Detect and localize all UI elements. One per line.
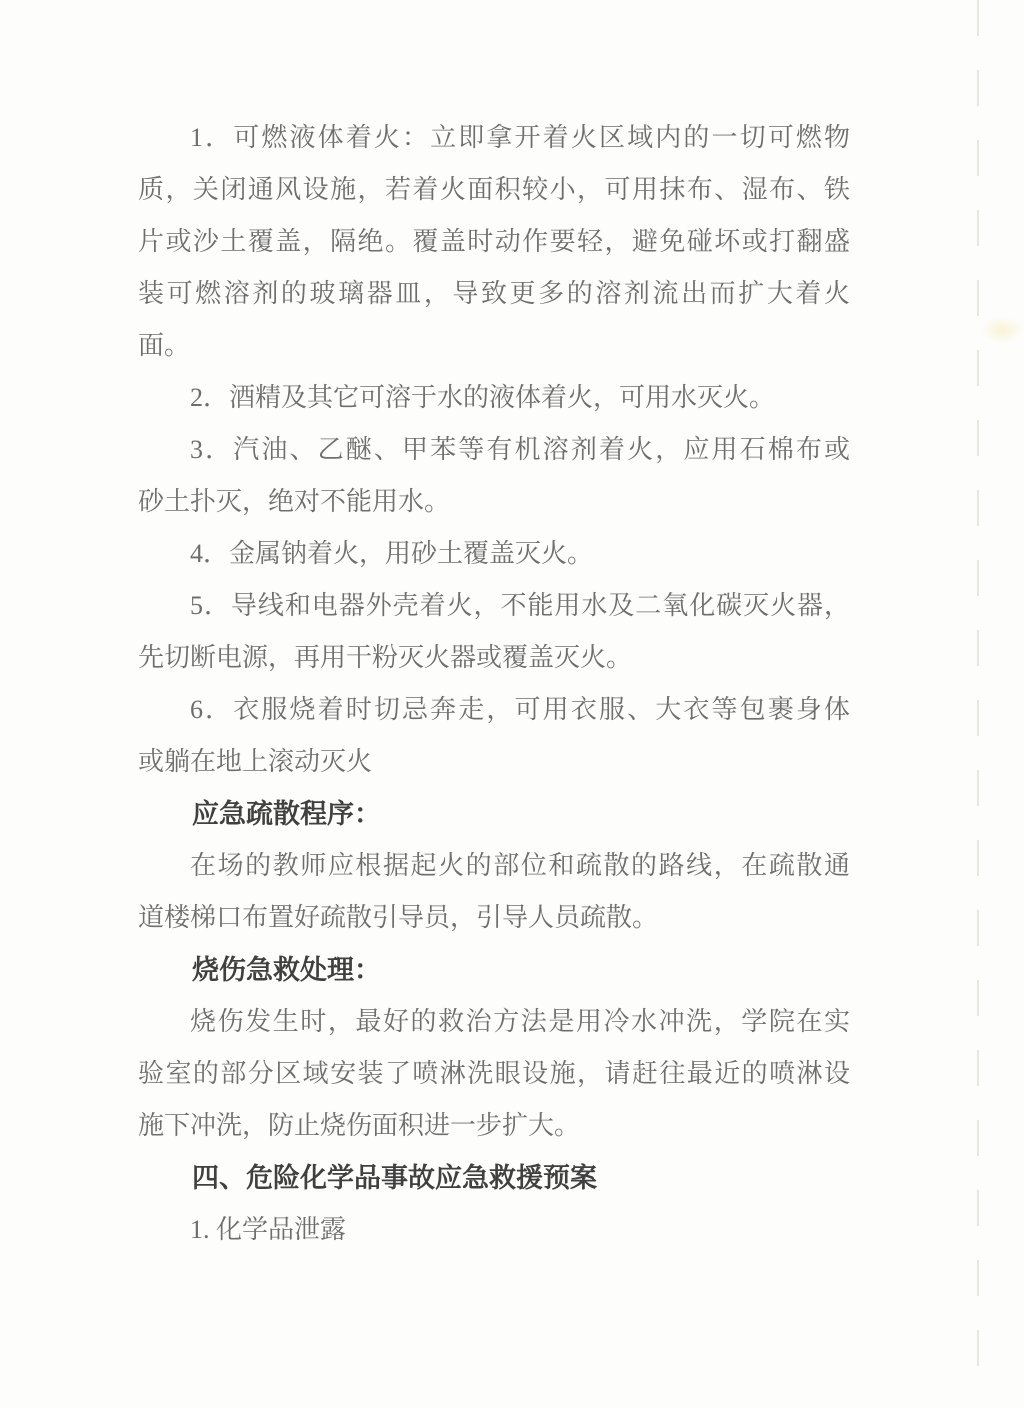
scan-edge-artifact	[977, 0, 979, 1370]
para-burn-treatment-line-3: 施下冲洗，防止烧伤面积进一步扩大。	[138, 1111, 581, 1140]
para-evacuation-line-1: 在场的教师应根据起火的部位和疏散的路线，在疏散通	[190, 851, 850, 880]
item-chemical-leak: 1. 化学品泄露	[190, 1215, 347, 1244]
heading-emergency-evacuation: 应急疏散程序：	[192, 799, 381, 829]
para-clothing-fire-line-2: 或躺在地上滚动灭火	[138, 747, 373, 776]
para-organic-solvent-fire-line-2: 砂土扑灭，绝对不能用水。	[138, 487, 451, 516]
para-organic-solvent-fire-line-1: 3．汽油、乙醚、甲苯等有机溶剂着火，应用石棉布或	[190, 435, 850, 464]
para-flammable-liquid-fire-line-1: 1．可燃液体着火：立即拿开着火区域内的一切可燃物	[190, 123, 850, 152]
para-alcohol-fire: 2．酒精及其它可溶于水的液体着火，可用水灭火。	[190, 383, 776, 412]
para-evacuation-line-2: 道楼梯口布置好疏散引导员，引导人员疏散。	[138, 903, 659, 932]
scan-smudge-artifact	[980, 316, 1024, 344]
para-flammable-liquid-fire-line-2: 质，关闭通风设施，若着火面积较小，可用抹布、湿布、铁	[138, 175, 850, 204]
para-flammable-liquid-fire-line-5: 面。	[138, 331, 191, 360]
para-sodium-fire: 4．金属钠着火，用砂土覆盖灭火。	[190, 539, 594, 568]
para-electrical-fire-line-2: 先切断电源，再用干粉灭火器或覆盖灭火。	[138, 643, 633, 672]
para-electrical-fire-line-1: 5．导线和电器外壳着火，不能用水及二氧化碳灭火器，	[190, 591, 850, 620]
para-flammable-liquid-fire-line-3: 片或沙土覆盖，隔绝。覆盖时动作要轻，避免碰坏或打翻盛	[138, 227, 850, 256]
para-burn-treatment-line-1: 烧伤发生时，最好的救治方法是用冷水冲洗，学院在实	[190, 1007, 850, 1036]
para-burn-treatment-line-2: 验室的部分区域安装了喷淋洗眼设施，请赶往最近的喷淋设	[138, 1059, 850, 1088]
para-clothing-fire-line-1: 6．衣服烧着时切忌奔走，可用衣服、大衣等包裹身体	[190, 695, 850, 724]
heading-section-4-hazardous-chemicals: 四、危险化学品事故应急救援预案	[192, 1163, 597, 1193]
para-flammable-liquid-fire-line-4: 装可燃溶剂的玻璃器皿，导致更多的溶剂流出而扩大着火	[138, 279, 850, 308]
document-text-block	[138, 112, 850, 1256]
heading-burn-first-aid: 烧伤急救处理：	[192, 955, 381, 985]
